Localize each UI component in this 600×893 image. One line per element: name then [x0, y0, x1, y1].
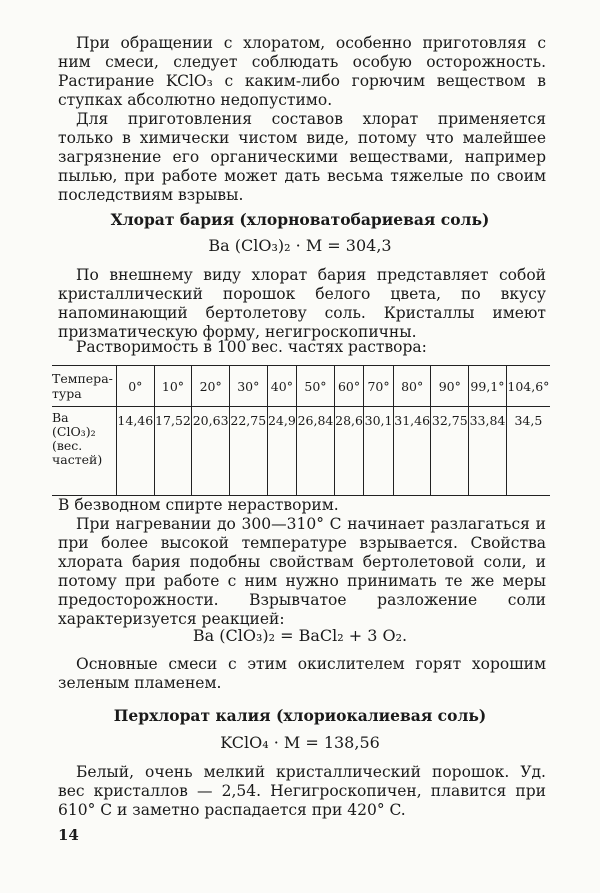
formula-barium-chlorate: Ba (ClO₃)₂ · M = 304,3 — [208, 236, 392, 255]
table-cell: 34,5 — [506, 407, 550, 496]
table-cell: 32,75 — [431, 407, 469, 496]
table-header-cell: 104,6° — [506, 366, 550, 407]
table-cell: 20,63 — [192, 407, 230, 496]
solubility-table — [52, 365, 550, 496]
paragraph-perchlorate-properties: Белый, очень мелкий кристаллический порошок. Уд. вес кристаллов — 2,54. Негигроскопичен, плавится при 610° C и заметно распадается при 420° C. — [58, 763, 546, 819]
table-header-cell: 40° — [267, 366, 297, 407]
table-row-label: Ba (ClO₃)₂ (вес. частей) — [52, 410, 103, 467]
paragraph-alcohol-insoluble: В безводном спирте нерастворим. — [58, 496, 339, 514]
paragraph-barium-appearance: По внешнему виду хлорат бария представляет собой кристаллический порошок белого цвета, по вкусу напоминающий бертолетову соль. Кристаллы имеют призматическую форму, негигроскопичны. — [58, 266, 546, 341]
table-cell: 14,46 — [117, 407, 155, 496]
table-cell: 22,75 — [229, 407, 267, 496]
table-header-cell: 70° — [364, 366, 394, 407]
table-header-row — [52, 366, 550, 407]
paragraph-solubility-intro: Растворимость в 100 вес. частях раствора: — [76, 338, 427, 356]
table-header-cell: 10° — [154, 366, 192, 407]
table-header-cell: 20° — [192, 366, 230, 407]
heading-potassium-perchlorate: Перхлорат калия (хлориокалиевая соль) — [113, 706, 487, 725]
paragraph-decomposition: При нагревании до 300—310° C начинает разлагаться и при более высокой температуре взрывается. Свойства хлората бария подобны свойствам бертолетовой соли, и потому при работе с ним нужно принимать те же меры предосторожности. Взрывчатое разложение соли характеризуется реакцией: — [58, 515, 546, 628]
table-cell: 30,1 — [364, 407, 394, 496]
table-header-cell: 90° — [431, 366, 469, 407]
paragraph-chlorate-caution: При обращении с хлоратом, особенно приготовляя с ним смеси, следует соблюдать особую осторожность. Растирание KClO₃ с каким-либо горючим веществом в ступках абсолютно недопустимо. — [58, 34, 546, 109]
table-cell: 17,52 — [154, 407, 192, 496]
paragraph-green-flame: Основные смеси с этим окислителем горят хорошим зеленым пламенем. — [58, 655, 546, 692]
table-header-cell: 80° — [393, 366, 431, 407]
table-cell: 28,6 — [334, 407, 364, 496]
heading-barium-chlorate: Хлорат бария (хлорноватобариевая соль) — [110, 210, 490, 229]
table-header-cell: 30° — [229, 366, 267, 407]
formula-potassium-perchlorate: KClO₄ · M = 138,56 — [220, 733, 380, 752]
table-cell: 24,9 — [267, 407, 297, 496]
table-row — [52, 407, 550, 496]
paragraph-chlorate-purity: Для приготовления составов хлорат применяется только в химически чистом виде, потому что малейшее загрязнение его органическими веществами, например пылью, при работе может дать весьма тяжелые по своим последствиям взрывы. — [58, 110, 546, 204]
table-header-cell: 60° — [334, 366, 364, 407]
table-header-cell: 99,1° — [469, 366, 507, 407]
table-cell: 33,84 — [469, 407, 507, 496]
table-cell: 26,84 — [297, 407, 335, 496]
page-number: 14 — [58, 826, 79, 844]
table-header-cell: 0° — [117, 366, 155, 407]
reaction-equation: Ba (ClO₃)₂ = BaCl₂ + 3 O₂. — [192, 626, 408, 645]
table-cell: 31,46 — [393, 407, 431, 496]
table-header-label: Темпера-тура — [52, 371, 113, 401]
table-header-cell: 50° — [297, 366, 335, 407]
